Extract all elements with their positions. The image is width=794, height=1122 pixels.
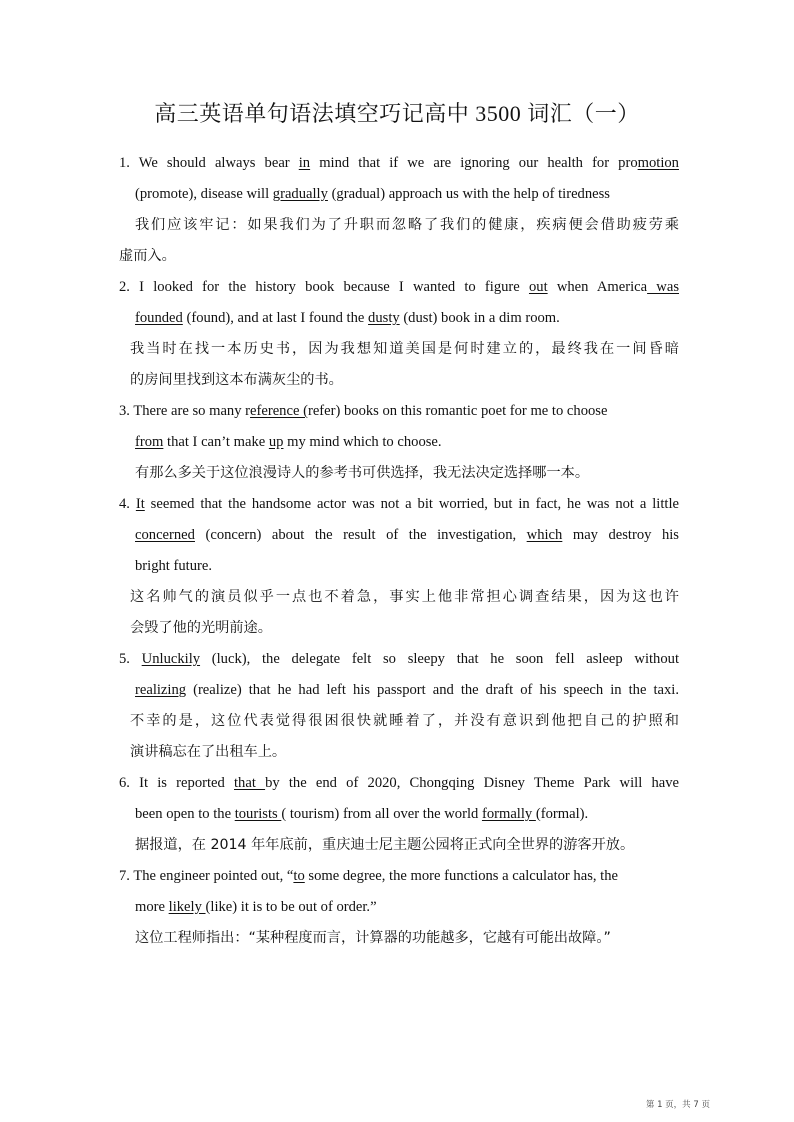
text-segment: when America [547, 279, 648, 295]
exercise-item-2 [119, 272, 679, 396]
text-segment: 这位工程师指出：“某种程度而言，计算器的功能越多，它越有可能出故障。” [135, 930, 611, 946]
text-segment: bright future. [135, 558, 213, 574]
exercise-item-5 [119, 644, 679, 768]
text-segment: 的房间里找到这本布满灰尘的书。 [130, 372, 343, 388]
translation-line [119, 830, 679, 861]
sentence-line [119, 861, 679, 892]
translation-line [119, 458, 679, 489]
sentence-line [119, 303, 679, 334]
exercise-item-3 [119, 396, 679, 489]
text-segment: 3. There are so many r [119, 403, 251, 419]
answer-blank: gradually [272, 186, 328, 202]
translation-line [119, 365, 679, 396]
text-segment: my mind which to choose. [283, 434, 442, 450]
text-segment: 我当时在找一本历史书，因为我想知道美国是何时建立的，最终我在一间昏暗 [130, 341, 679, 357]
text-segment: 会毁了他的光明前途。 [130, 620, 272, 636]
answer-blank: founded [135, 310, 183, 326]
text-segment: 虚而入。 [119, 248, 176, 264]
text-segment: (formal). [535, 806, 589, 822]
translation-line [119, 241, 679, 272]
sentence-line [119, 179, 679, 210]
text-segment: refer) books on this romantic poet for me to choose [307, 403, 608, 419]
text-segment: (concern) about the result of the investigation, [194, 527, 527, 543]
exercise-list [119, 148, 679, 954]
answer-blank: eference ( [250, 403, 308, 419]
sentence-line [119, 427, 679, 458]
sentence-line [119, 489, 679, 520]
sentence-line [119, 551, 679, 582]
text-segment: (gradual) approach us with the help of tiredness [327, 186, 610, 202]
text-segment: (luck), the delegate felt so sleepy that he soon fell asleep without [200, 651, 679, 667]
translation-line [119, 210, 679, 241]
text-segment: 5. [119, 651, 142, 667]
text-segment: 4. [119, 496, 136, 512]
sentence-line [119, 799, 679, 830]
answer-blank: from [135, 434, 164, 450]
translation-line [119, 706, 679, 737]
answer-blank: dusty [368, 310, 400, 326]
exercise-item-4 [119, 489, 679, 644]
text-segment: (found), and at last I found the [182, 310, 369, 326]
text-segment: may destroy his [562, 527, 679, 543]
answer-blank: was [647, 279, 679, 295]
text-segment: 1. We should always bear [119, 155, 299, 171]
text-segment: (dust) book in a dim room. [399, 310, 560, 326]
text-segment: been open to the [135, 806, 235, 822]
sentence-line [119, 272, 679, 303]
text-segment: (promote), disease will [135, 186, 273, 202]
text-segment: (like) it is to be out of order.” [205, 899, 377, 915]
text-segment: 不幸的是，这位代表觉得很困很快就睡着了，并没有意识到他把自己的护照和 [130, 713, 679, 729]
answer-blank: Unluckily [141, 651, 201, 667]
sentence-line [119, 148, 679, 179]
translation-line [119, 737, 679, 768]
sentence-line [119, 644, 679, 675]
answer-blank: motion [637, 155, 679, 171]
text-segment: mind that if we are ignoring our health for pro [310, 155, 638, 171]
text-segment: seemed that the handsome actor was not a bit worried, but in fact, he was not a little [144, 496, 679, 512]
answer-blank: out [528, 279, 548, 295]
answer-blank: to [293, 868, 305, 884]
exercise-item-7 [119, 861, 679, 954]
answer-blank: that [234, 775, 266, 791]
text-segment: 2. I looked for the history book because I wanted to figure [119, 279, 529, 295]
text-segment: ( tourism) from all over the world [281, 806, 482, 822]
page-footer: 第 1 页，共 7 页 [645, 1100, 710, 1110]
translation-line [119, 613, 679, 644]
text-segment: 7. The engineer pointed out, “ [119, 868, 294, 884]
sentence-line [119, 675, 679, 706]
text-segment: 据报道，在 2014 年年底前，重庆迪士尼主题公园将正式向全世界的游客开放。 [135, 837, 635, 853]
text-segment: 我们应该牢记：如果我们为了升职而忽略了我们的健康，疾病便会借助疲劳乘 [135, 217, 679, 233]
exercise-item-1 [119, 148, 679, 272]
text-segment: more [135, 899, 169, 915]
text-segment: 演讲稿忘在了出租车上。 [130, 744, 287, 760]
answer-blank: tourists [234, 806, 282, 822]
answer-blank: up [268, 434, 284, 450]
text-segment: 有那么多关于这位浪漫诗人的参考书可供选择，我无法决定选择哪一本。 [135, 465, 590, 481]
exercise-item-6 [119, 768, 679, 861]
answer-blank: concerned [135, 527, 195, 543]
answer-blank: realizing [135, 682, 187, 698]
answer-blank: likely [168, 899, 206, 915]
text-segment: (realize) that he had left his passport and the draft of his speech in the taxi. [186, 682, 679, 698]
answer-blank: in [298, 155, 311, 171]
text-segment: by the end of 2020, Chongqing Disney Theme Park will have [265, 775, 679, 791]
answer-blank: which [526, 527, 563, 543]
sentence-line [119, 520, 679, 551]
translation-line [119, 923, 679, 954]
text-segment: 这名帅气的演员似乎一点也不着急，事实上他非常担心调查结果，因为这也许 [130, 589, 679, 605]
sentence-line [119, 892, 679, 923]
sentence-line [119, 396, 679, 427]
answer-blank: formally [481, 806, 536, 822]
text-segment: some degree, the more functions a calculator has, the [304, 868, 619, 884]
sentence-line [119, 768, 679, 799]
translation-line [119, 582, 679, 613]
text-segment: that I can’t make [163, 434, 269, 450]
text-segment: 6. It is reported [119, 775, 234, 791]
answer-blank: It [135, 496, 145, 512]
translation-line [119, 334, 679, 365]
page-title: 高三英语单句语法填空巧记高中 3500 词汇（一） [154, 101, 640, 126]
